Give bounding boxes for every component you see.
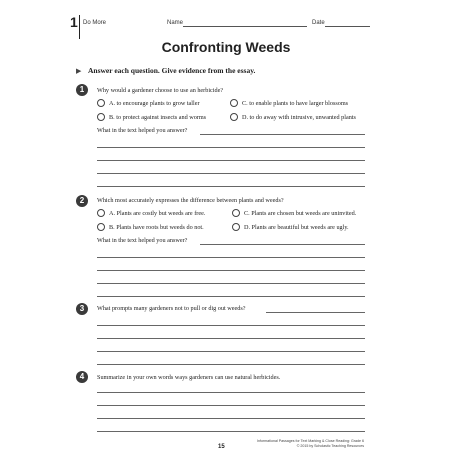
radio-icon[interactable] bbox=[230, 113, 238, 121]
unit-number: 1 bbox=[70, 14, 78, 30]
answer-line[interactable] bbox=[97, 296, 365, 297]
answer-line[interactable] bbox=[97, 186, 365, 187]
question-2-text: Which most accurately expresses the difference between plants and weeds? bbox=[97, 197, 284, 204]
question-1-option-b[interactable]: B. to protect against insects and worms bbox=[97, 113, 206, 121]
credit-line-2: © 2015 by Scholastic Teaching Resources bbox=[296, 444, 364, 448]
radio-icon[interactable] bbox=[97, 99, 105, 107]
play-triangle-icon: ▶ bbox=[76, 67, 82, 75]
name-label: Name bbox=[167, 20, 184, 26]
radio-icon[interactable] bbox=[230, 99, 238, 107]
answer-line[interactable] bbox=[97, 431, 365, 432]
question-4-text: Summarize in your own words ways gardeners can use natural herbicides. bbox=[97, 374, 281, 381]
name-line[interactable] bbox=[183, 26, 307, 27]
page-title: Confronting Weeds bbox=[161, 39, 291, 55]
answer-line[interactable] bbox=[97, 160, 365, 161]
question-2-option-d[interactable]: D. Plants are beautiful but weeds are ugly. bbox=[232, 223, 349, 231]
instructions: Answer each question. Give evidence from the essay. bbox=[88, 66, 256, 75]
answer-line[interactable] bbox=[200, 134, 365, 135]
answer-line[interactable] bbox=[97, 338, 365, 339]
radio-icon[interactable] bbox=[232, 223, 240, 231]
answer-line[interactable] bbox=[97, 147, 365, 148]
question-2-option-c[interactable]: C. Plants are chosen but weeds are uninvited. bbox=[232, 209, 356, 217]
answer-line[interactable] bbox=[97, 418, 365, 419]
header-divider bbox=[79, 15, 80, 39]
section-label: Do More bbox=[83, 20, 107, 26]
answer-line[interactable] bbox=[97, 351, 365, 352]
answer-line[interactable] bbox=[97, 405, 365, 406]
question-1-option-a[interactable]: A. to encourage plants to grow taller bbox=[97, 99, 200, 107]
answer-line[interactable] bbox=[97, 257, 365, 258]
question-3-text: What prompts many gardeners not to pull or dig out weeds? bbox=[97, 305, 246, 312]
question-1-option-c[interactable]: C. to enable plants to have larger blossoms bbox=[230, 99, 348, 107]
date-line[interactable] bbox=[325, 26, 370, 27]
date-label: Date bbox=[312, 20, 325, 26]
question-1-text: Why would a gardener choose to use an herbicide? bbox=[97, 87, 224, 94]
question-2-evidence-label: What in the text helped you answer? bbox=[97, 237, 188, 244]
answer-line[interactable] bbox=[97, 364, 365, 365]
radio-icon[interactable] bbox=[97, 223, 105, 231]
answer-line[interactable] bbox=[97, 173, 365, 174]
question-2-number: 2 bbox=[76, 195, 88, 207]
question-1-option-d[interactable]: D. to do away with intrusive, unwanted plants bbox=[230, 113, 356, 121]
question-2-option-b[interactable]: B. Plants have roots but weeds do not. bbox=[97, 223, 204, 231]
answer-line[interactable] bbox=[97, 283, 365, 284]
question-4-number: 4 bbox=[76, 371, 88, 383]
page-number: 15 bbox=[218, 444, 225, 450]
question-1-number: 1 bbox=[76, 84, 88, 96]
radio-icon[interactable] bbox=[97, 209, 105, 217]
question-2-option-a[interactable]: A. Plants are costly but weeds are free. bbox=[97, 209, 205, 217]
radio-icon[interactable] bbox=[97, 113, 105, 121]
credit-line-1: Informational Passages for Text Marking & Close Reading: Grade 6 bbox=[256, 439, 364, 443]
radio-icon[interactable] bbox=[232, 209, 240, 217]
answer-line[interactable] bbox=[266, 312, 365, 313]
answer-line[interactable] bbox=[200, 244, 365, 245]
question-1-evidence-label: What in the text helped you answer? bbox=[97, 127, 188, 134]
question-3-number: 3 bbox=[76, 303, 88, 315]
answer-line[interactable] bbox=[97, 270, 365, 271]
answer-line[interactable] bbox=[97, 325, 365, 326]
answer-line[interactable] bbox=[97, 392, 365, 393]
